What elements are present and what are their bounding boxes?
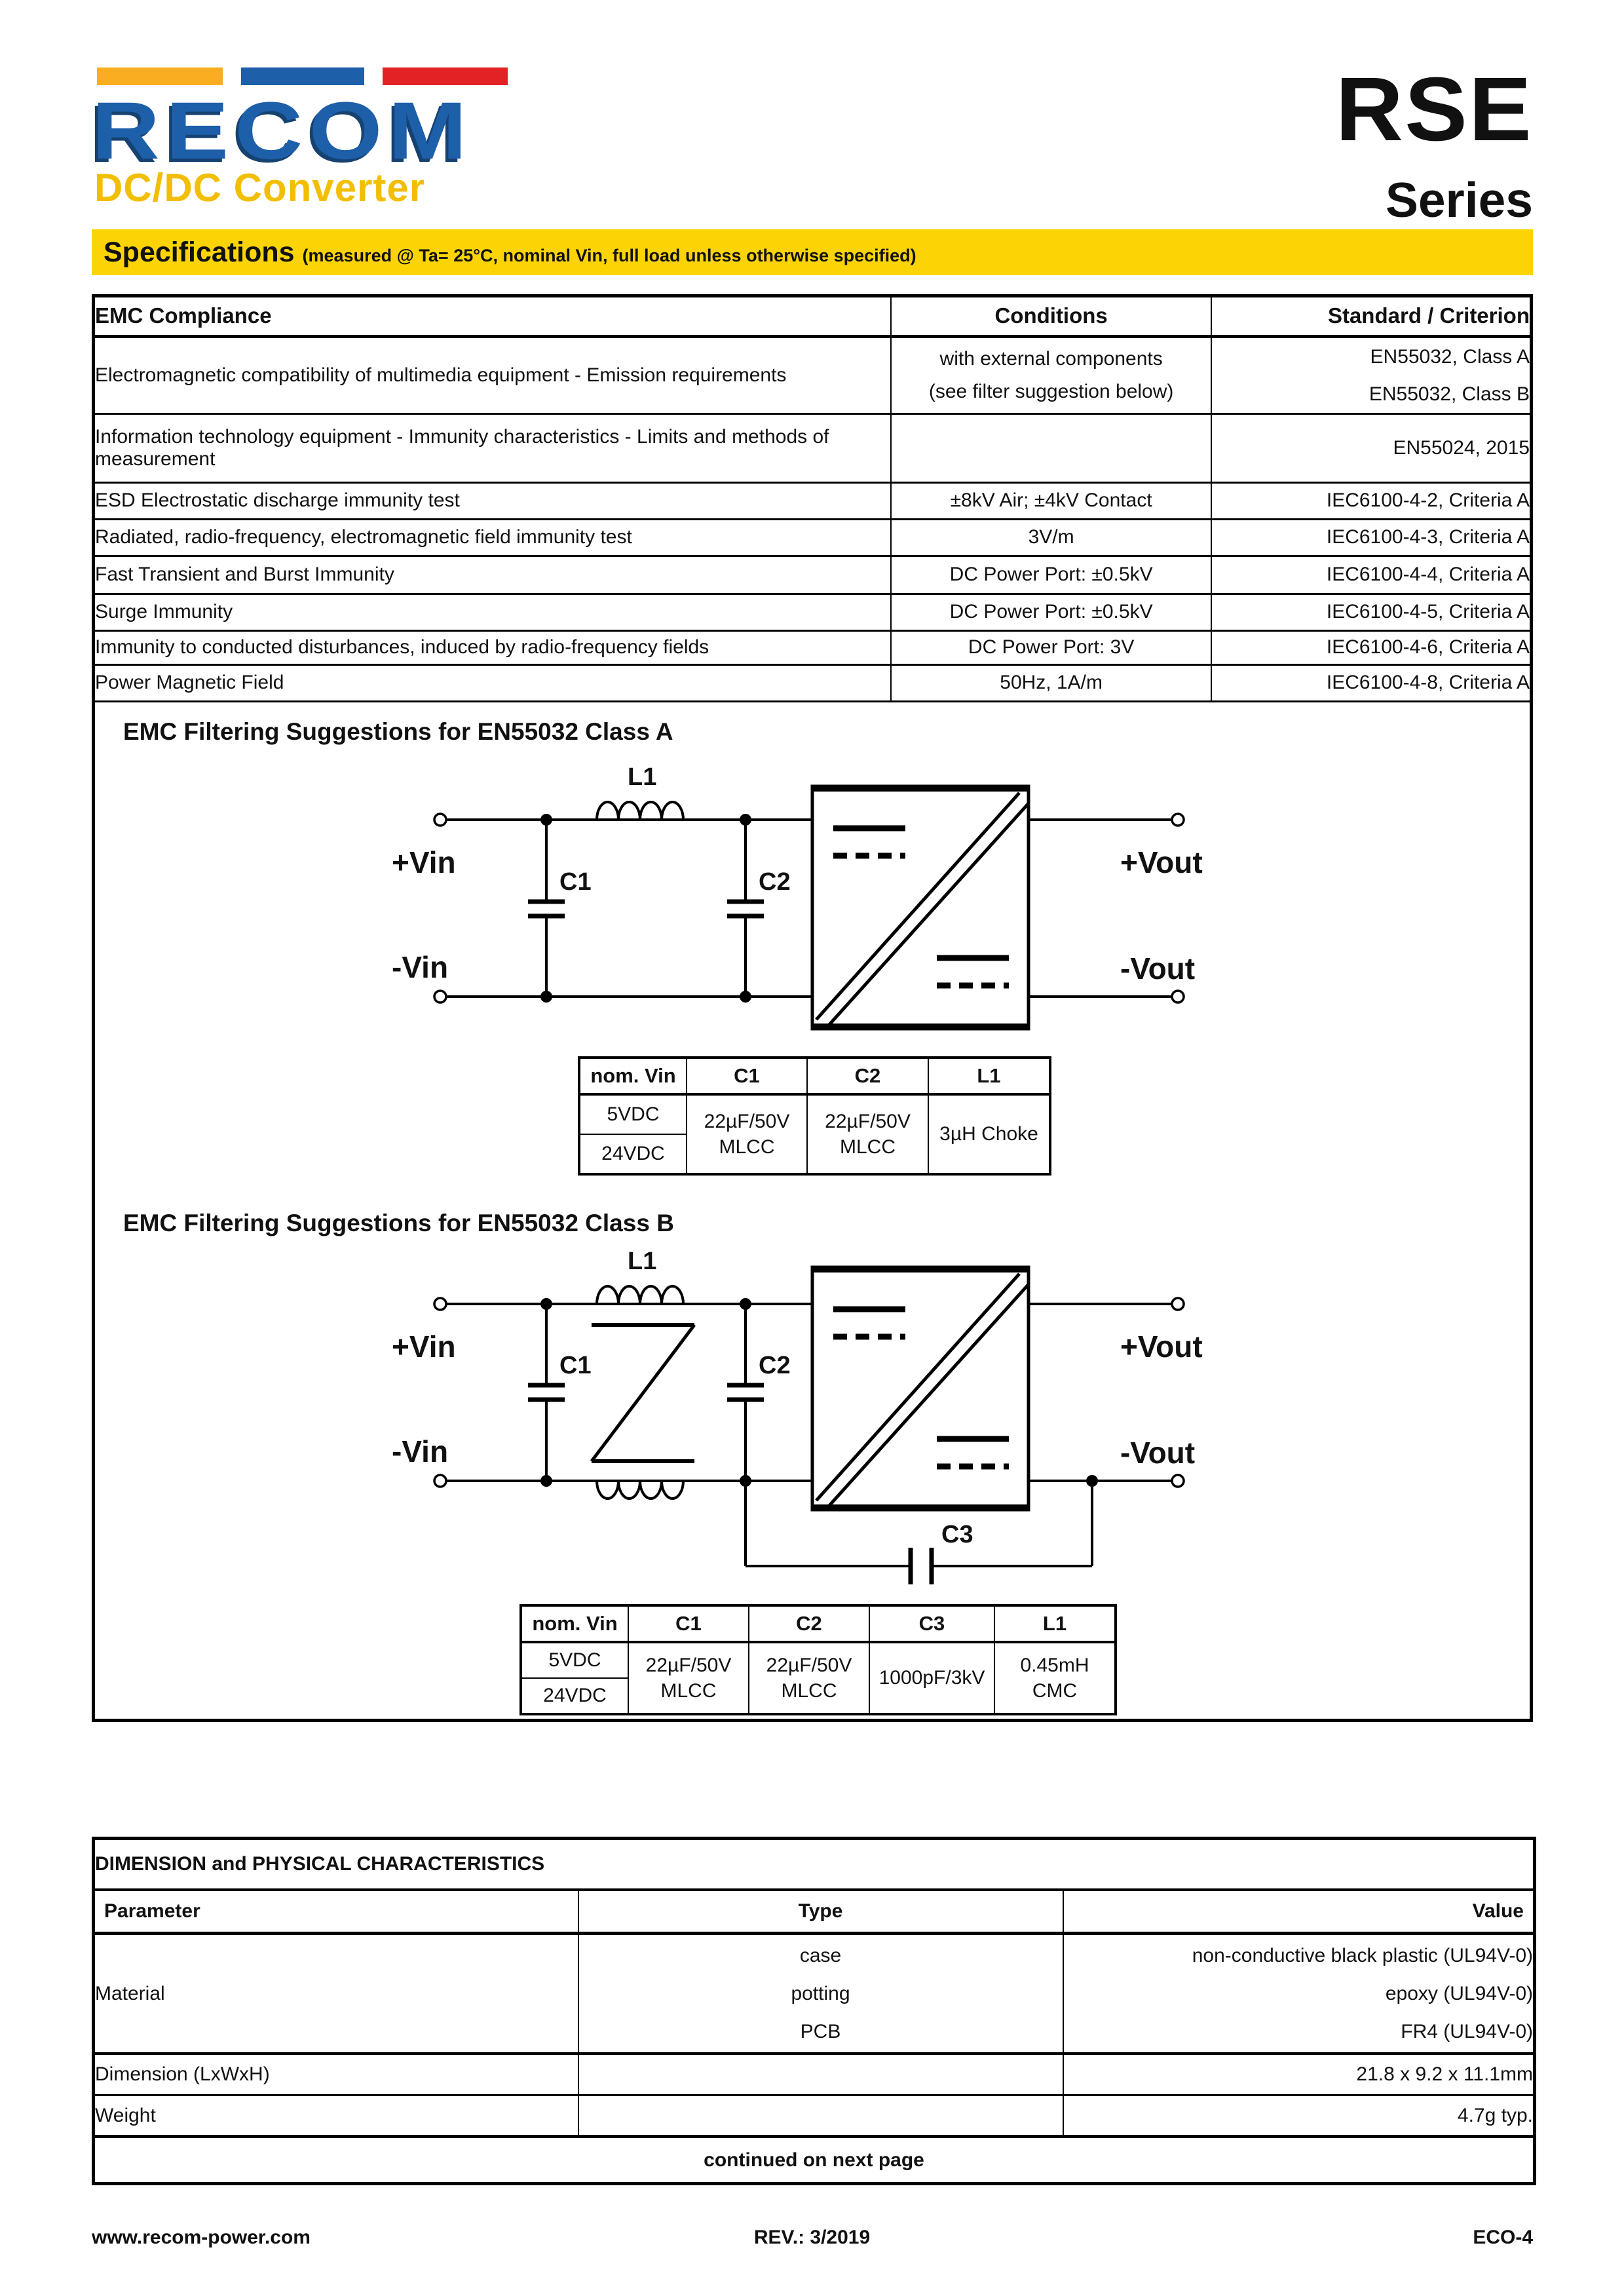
cmc-bottom-coil	[597, 1481, 683, 1499]
series-word: Series	[1385, 172, 1533, 227]
specifications-subtitle: (measured @ Ta= 25°C, nominal Vin, full load unless otherwise specified)	[302, 246, 916, 265]
vout-pos-label: +Vout	[1120, 1330, 1203, 1364]
emc-row-conditions: DC Power Port: ±0.5kV	[891, 556, 1211, 594]
filter-table-class-a	[578, 1056, 1051, 1176]
weight-row	[94, 2095, 1535, 2137]
standard-line: EN55032, Class A	[1370, 345, 1530, 368]
c1-cell: 22µF/50V MLCC	[687, 1094, 807, 1174]
vin-cell: 24VDC	[579, 1134, 687, 1174]
col-header: L1	[928, 1058, 1050, 1094]
emc-row-name: Surge Immunity	[95, 594, 891, 630]
emc-row-conditions: DC Power Port: ±0.5kV	[891, 594, 1211, 630]
emc-row	[95, 336, 1530, 413]
col-header: nom. Vin	[521, 1605, 628, 1642]
converter-box	[812, 1267, 1029, 1510]
emc-row-name: Radiated, radio-frequency, electromagnetic field immunity test	[95, 519, 891, 556]
dimension-table	[92, 1837, 1536, 2185]
dimension-row	[94, 2054, 1535, 2095]
emc-row-standard: IEC6100-4-4, Criteria A	[1211, 556, 1530, 594]
footer-revision: REV.: 3/2019	[753, 2227, 871, 2248]
vin-neg-label: -Vin	[392, 950, 449, 984]
cmc-top-coil	[597, 1286, 683, 1304]
l1-label: L1	[628, 1248, 657, 1275]
vin-neg-label: -Vin	[392, 1434, 449, 1468]
emc-col-header: Standard / Criterion	[1211, 297, 1530, 336]
col-header: C2	[807, 1058, 928, 1094]
condition-line: (see filter suggestion below)	[928, 380, 1174, 402]
converter-box	[812, 786, 1029, 1029]
vin-cell: 5VDC	[579, 1094, 687, 1134]
vin-cell: 5VDC	[521, 1642, 628, 1678]
c1-label: C1	[559, 868, 592, 896]
filter-b-header-row	[521, 1605, 1116, 1642]
vin-pos-label: +Vin	[392, 1330, 456, 1364]
footer-eco: ECO-4	[1473, 2227, 1533, 2248]
emc-row-standard: EN55024, 2015	[1211, 413, 1530, 482]
col-header: nom. Vin	[579, 1058, 687, 1094]
series-block	[1335, 59, 1533, 227]
specifications-banner	[92, 229, 1533, 275]
emc-row-conditions: DC Power Port: 3V	[891, 630, 1211, 664]
filter-a-header-row	[579, 1058, 1050, 1094]
col-header: Parameter	[94, 1890, 578, 1934]
emc-row	[95, 664, 1530, 701]
junction-dots	[540, 814, 751, 1003]
emc-row-name: Power Magnetic Field	[95, 664, 891, 701]
param-cell: Dimension (LxWxH)	[94, 2054, 578, 2095]
emc-compliance-table	[95, 297, 1530, 702]
emc-row	[95, 556, 1530, 594]
c1-cell: 22µF/50V MLCC	[628, 1642, 749, 1714]
filter-class-b-title: EMC Filtering Suggestions for EN55032 Class B	[123, 1210, 674, 1236]
filter-circuit-class-a	[367, 740, 1238, 1048]
cmc-core	[592, 1325, 694, 1461]
capacitor-plates	[528, 902, 764, 916]
filter-table-class-b	[519, 1604, 1117, 1715]
continued-row	[94, 2137, 1535, 2184]
emc-row-standard: IEC6100-4-2, Criteria A	[1211, 482, 1530, 519]
c1-label: C1	[559, 1352, 592, 1379]
vout-neg-label: -Vout	[1120, 1436, 1196, 1470]
emc-row-conditions: ±8kV Air; ±4kV Contact	[891, 482, 1211, 519]
c2-cell: 22µF/50V MLCC	[807, 1094, 928, 1174]
recom-logo-text: RECOM	[92, 86, 473, 176]
vout-neg-label: -Vout	[1120, 951, 1196, 985]
series-name: RSE	[1335, 59, 1533, 160]
continued-note: continued on next page	[704, 2149, 924, 2171]
emc-row-standard: IEC6100-4-6, Criteria A	[1211, 630, 1530, 664]
col-header: C3	[869, 1605, 994, 1642]
l1-label: L1	[628, 763, 657, 791]
col-header: Type	[578, 1890, 1063, 1934]
inductor-l1-coil	[597, 802, 683, 820]
logo-bar-orange	[97, 67, 223, 85]
emc-row-name: Electromagnetic compatibility of multimedia equipment - Emission requirements	[95, 336, 891, 413]
type-cell: case potting PCB	[578, 1934, 1063, 2054]
emc-row-standard: IEC6100-4-8, Criteria A	[1211, 664, 1530, 701]
value-cell: 21.8 x 9.2 x 11.1mm	[1063, 2054, 1535, 2095]
value-cell: non-conductive black plastic (UL94V-0) epoxy (UL94V-0) FR4 (UL94V-0)	[1063, 1934, 1535, 2054]
value-cell: 4.7g typ.	[1063, 2095, 1535, 2137]
vin-cell: 24VDC	[521, 1678, 628, 1714]
product-type-label: DC/DC Converter	[94, 166, 426, 210]
c2-label: C2	[759, 868, 791, 896]
l1-cell: 3µH Choke	[928, 1094, 1050, 1174]
emc-row	[95, 594, 1530, 630]
emc-col-header: EMC Compliance	[95, 297, 891, 336]
recom-logo-bars	[97, 67, 508, 85]
emc-row	[95, 482, 1530, 519]
col-header: C1	[687, 1058, 807, 1094]
filter-a-row	[579, 1094, 1050, 1134]
emc-row-name: Information technology equipment - Immunity characteristics - Limits and methods of measurement	[95, 413, 891, 482]
emc-row	[95, 630, 1530, 664]
emc-row-name: ESD Electrostatic discharge immunity test	[95, 482, 891, 519]
type-cell	[578, 2054, 1063, 2095]
specifications-title: Specifications	[104, 237, 295, 268]
param-cell: Material	[94, 1934, 578, 2054]
dimension-title: DIMENSION and PHYSICAL CHARACTERISTICS	[94, 1839, 1535, 1890]
material-row	[94, 1934, 1535, 2054]
emc-row-conditions: 50Hz, 1A/m	[891, 664, 1211, 701]
emc-header-row	[95, 297, 1530, 336]
l1-cell: 0.45mH CMC	[994, 1642, 1116, 1714]
dimension-header-row	[94, 1890, 1535, 1934]
emc-row	[95, 413, 1530, 482]
c3-cell: 1000pF/3kV	[869, 1642, 994, 1714]
col-header: C1	[628, 1605, 749, 1642]
emc-row-standard: IEC6100-4-3, Criteria A	[1211, 519, 1530, 556]
filter-class-a-title: EMC Filtering Suggestions for EN55032 Class A	[123, 718, 673, 745]
type-cell	[578, 2095, 1063, 2137]
emc-row-standard: IEC6100-4-5, Criteria A	[1211, 594, 1530, 630]
vin-pos-label: +Vin	[392, 845, 456, 879]
filter-b-row	[521, 1642, 1116, 1678]
emc-row	[95, 519, 1530, 556]
emc-row-standard	[1211, 336, 1530, 413]
c2-label: C2	[759, 1352, 791, 1379]
dimension-title-row	[94, 1839, 1535, 1890]
col-header: Value	[1063, 1890, 1535, 1934]
emc-row-conditions: 3V/m	[891, 519, 1211, 556]
col-header: C2	[749, 1605, 869, 1642]
vout-pos-label: +Vout	[1120, 845, 1203, 879]
standard-line: EN55032, Class B	[1369, 383, 1530, 405]
emc-col-header: Conditions	[891, 297, 1211, 336]
col-header: L1	[994, 1605, 1116, 1642]
emc-row-conditions	[891, 336, 1211, 413]
logo-bar-blue	[241, 67, 364, 85]
c2-cell: 22µF/50V MLCC	[749, 1642, 869, 1714]
param-cell: Weight	[94, 2095, 578, 2137]
footer-website: www.recom-power.com	[92, 2227, 311, 2248]
emc-row-name: Fast Transient and Burst Immunity	[95, 556, 891, 594]
emc-row-name: Immunity to conducted disturbances, induced by radio-frequency fields	[95, 630, 891, 664]
filter-circuit-class-b	[367, 1225, 1238, 1599]
condition-line: with external components	[939, 347, 1163, 370]
c3-label: C3	[941, 1521, 973, 1548]
emc-row-conditions	[891, 413, 1211, 482]
logo-bar-red	[383, 67, 508, 85]
